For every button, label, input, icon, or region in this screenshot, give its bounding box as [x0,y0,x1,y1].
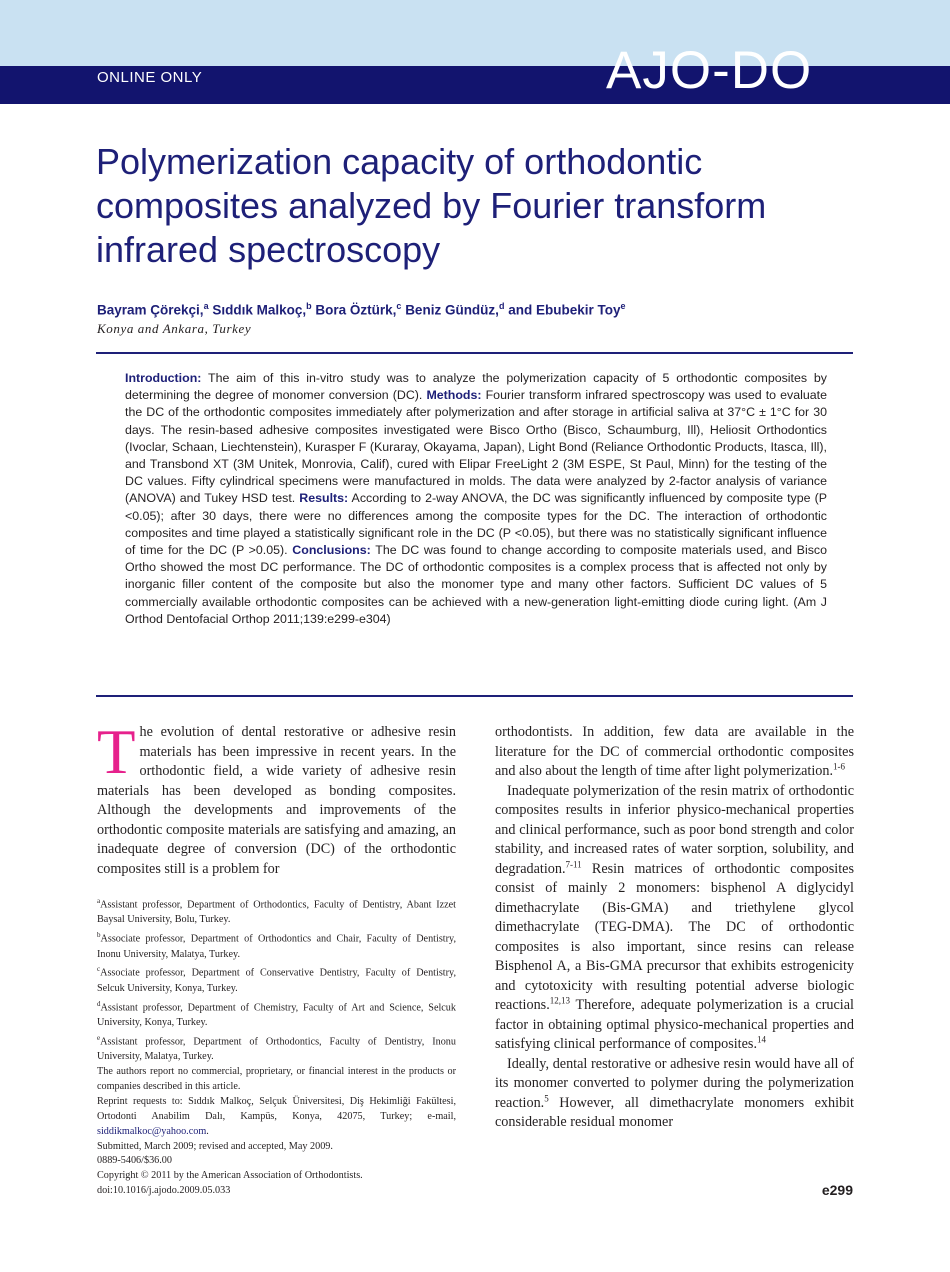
article-title: Polymerization capacity of orthodontic composites analyzed by Fourier transform infrared spectroscopy [96,141,767,270]
footnote-text: Associate professor, Department of Orthodontics and Chair, Faculty of Dentistry, Inonu University, Malatya, Turkey. [97,933,456,960]
body-paragraph [495,782,854,1055]
footnotes [97,894,456,1199]
body-text: Inadequate polymerization of the resin matrix of orthodontic composites results in inferior physico-mechanical properties and clinical performance, such as poor bond strength and color stability, and increased rates of water sorption, solubility, and degradation. [495,782,854,877]
footnote-doi[interactable]: doi:10.1016/j.ajodo.2009.05.033 [97,1185,231,1197]
affiliation-marker: b [306,301,312,311]
author-name[interactable]: and Ebubekir Toy [508,302,621,318]
affiliation-marker: e [620,301,626,311]
body-column-right [495,723,854,1133]
page-number: e299 [821,1182,853,1198]
abstract [125,370,827,628]
citation-ref[interactable]: 5 [544,1092,549,1103]
body-text: Resin matrices of orthodontic composites consist of mainly 2 monomers: bisphenol A diglycidyl dimethacrylate (Bis-GMA) and triethylene glycol dimethacrylate (TEG-DMA). The DC of orthodontic composites is also important, since resins can release Bisphenol A, a Bis-GMA precursor that exhibits estrogenicity and cytotoxicity with resulting potential adverse biologic reactions. [495,860,854,1013]
body-text: Therefore, adequate polymerization is a crucial factor in obtaining optimal physico-mechanical properties and satisfying clinical performance of composites. [495,997,854,1052]
affiliation-marker: a [203,301,209,311]
footnote-copyright: Copyright © 2011 by the American Association of Orthodontists. [97,1170,363,1182]
footnote-text: Assistant professor, Department of Orthodontics, Faculty of Dentistry, Inonu University, Malatya, Turkey. [97,1036,456,1063]
body-paragraph [495,723,854,782]
body-text: he evolution of dental restorative or adhesive resin materials has been impressive in recent years. In the orthodontic field, a wide variety of adhesive resin materials has been developed as bonding composites. Although the developments and improvements of the orthodontic composite materials are satisfying and amazing, an inadequate degree of conversion (DC) of the orthodontic composites still is a problem for [97,724,456,877]
body-text: orthodontists. In addition, few data are available in the literature for the DC of commercial orthodontic composites and also about the length of time after light polymerization. [495,724,854,779]
citation-ref[interactable]: 12,13 [549,995,571,1006]
footnote-affiliation-d: $^d$Assistant professor, Department of Chemistry, Faculty of Art and Science, Selcuk University, Konya, Turkey. [97,999,456,1028]
footnote-reprint [97,1095,456,1140]
abstract-results-label: Results: [299,491,349,506]
author-name[interactable]: Bayram Çörekçi, [97,302,204,318]
abstract-conclusions-label: Conclusions: [292,543,371,558]
footnote-text: Associate professor, Department of Conservative Dentistry, Faculty of Dentistry, Selcuk University, Konya, Turkey. [97,967,456,994]
section-label: ONLINE ONLY [97,69,203,86]
footnote-affiliation-c: $^c$Associate professor, Department of Conservative Dentistry, Faculty of Dentistry, Selcuk University, Konya, Turkey. [97,965,456,994]
footnote-affiliation-a: $^a$Assistant professor, Department of Orthodontics, Faculty of Dentistry, Abant Izzet Baysal University, Bolu, Turkey. [97,897,456,926]
footnote-affiliation-e: $^e$Assistant professor, Department of Orthodontics, Faculty of Dentistry, Inonu University, Malatya, Turkey. [97,1033,456,1063]
abstract-top-rule [96,352,853,354]
body-paragraph [97,717,456,879]
author-name[interactable]: Bora Öztürk, [315,302,397,318]
footnote-disclosure: The authors report no commercial, proprietary, or financial interest in the products or companies described in this article. [97,1066,456,1092]
abstract-methods-text: Fourier transform infrared spectroscopy was used to evaluate the DC of the orthodontic composites immediately after polymerization and after storage in artificial saliva at 37°C ± 1°C for 30 days. The resin-based adhesive composites investigated were Bisco Ortho (Bisco, Schaumburg, Ill), Heliosit Orthodontics (Ivoclar, Schaan, Liechtenstein), Kurasper F (Kuraray, Okayama, Japan), Light Bond (Reliance Orthodontic Products, Itasca, Ill), and Transbond XT (3M Unitek, Monrovia, Calif), cured with Elipar FreeLight 2 (3M ESPE, St Paul, Minn) for the testing of the DC values. Fifty cylindrical specimens were manufactured in molds. The data were analyzed by 2-factor analysis of variance (ANOVA) and Tukey HSD test. [125,388,828,506]
body-column-left [97,717,456,879]
abstract-intro-label: Introduction: [125,371,202,385]
abstract-results-text: According to 2-way ANOVA, the DC was significantly influenced by composite type (P <0.05); after 30 days, there were no differences among the composite types for the DC. The interaction of orthodontic composites and time played a statistically significant role in the DC (P <0.05), but there was no statistically significant influence of time for the DC (P >0.05). [125,491,827,558]
drop-cap: T [97,717,136,787]
abstract-methods-label: Methods: [426,388,482,403]
author-list [97,301,857,318]
footnote-text: . [206,1125,209,1137]
footnote-text: Assistant professor, Department of Orthodontics, Faculty of Dentistry, Abant Izzet Baysal University, Bolu, Turkey. [97,899,456,926]
affiliation-marker: c [396,301,402,311]
citation-ref[interactable]: 1-6 [833,761,846,772]
body-text: However, all dimethacrylate monomers exhibit considerable residual monomer [495,1094,854,1130]
author-name[interactable]: Sıddık Malkoç, [212,302,307,318]
footnote-text: Reprint requests to: Sıddık Malkoç, Selçuk Üniversitesi, Diş Hekimliği Fakültesi, Ortodonti Anabilim Dalı, Kampüs, Konya, 42075, Turkey; e-mail, [97,1095,456,1122]
email-link[interactable]: siddikmalkoc@yahoo.com [97,1125,207,1137]
author-location: Konya and Ankara, Turkey [97,321,252,336]
abstract-intro-text: The aim of this in-vitro study was to analyze the polymerization capacity of 5 orthodontic composites by determining the degree of monomer conversion (DC). [125,371,827,403]
footnote-affiliation-b: $^b$Associate professor, Department of Orthodontics and Chair, Faculty of Dentistry, Inonu University, Malatya, Turkey. [97,931,456,960]
body-paragraph [495,1055,854,1133]
affiliation-marker: d [498,301,505,311]
footnote-text: Assistant professor, Department of Chemistry, Faculty of Art and Science, Selcuk University, Konya, Turkey. [97,1002,456,1028]
footnote-submitted: Submitted, March 2009; revised and accepted, May 2009. [97,1140,333,1152]
body-text: Ideally, dental restorative or adhesive resin would have all of its monomer converted to polymer during the polymerization reaction. [495,1055,854,1111]
abstract-bottom-rule [96,695,853,697]
footnote-issn: 0889-5406/$36.00 [97,1155,172,1167]
citation-ref[interactable]: 7-11 [565,858,582,869]
abstract-conclusions-text: The DC was found to change according to composite materials used, and Bisco Ortho showed the most DC performance. The DC of orthodontic composites is a complex process that is affected not only by inorganic filler content of the composite but also the monomer type and many other factors. Sufficient DC values of 5 commercially available orthodontic composites can be achieved with a new-generation light-emitting diode curing light. (Am J Orthod Dentofacial Orthop 2011;139:e299-e304) [125,543,827,626]
author-name[interactable]: Beniz Gündüz, [405,302,499,318]
citation-ref[interactable]: 14 [757,1034,766,1045]
journal-logo: AJO-DO [606,41,813,100]
